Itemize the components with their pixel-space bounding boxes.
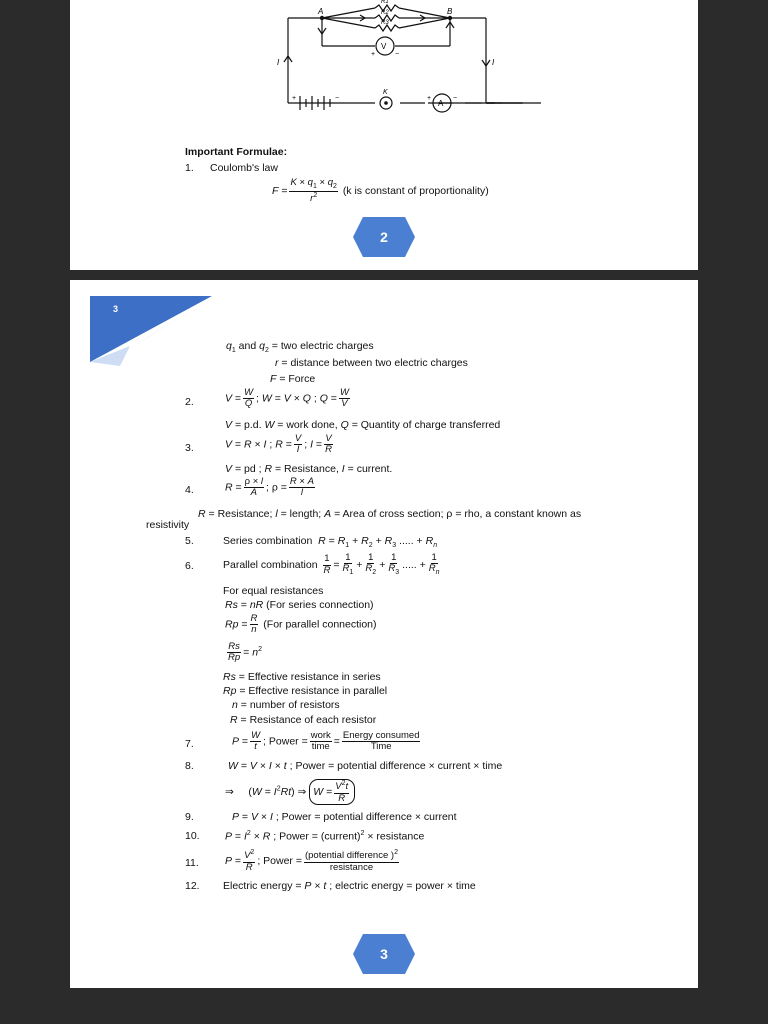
- parallel-equal: Rp = $\frac{R}{n}$ (For parallel connection): [225, 613, 377, 636]
- current-right-label: I: [492, 58, 495, 67]
- formula-12: Electric energy = P × t ; electric energy = power × time: [223, 880, 476, 892]
- def-distance: r = distance between two electric charges: [275, 357, 468, 369]
- formula-5: Series combination $R = R_1 + R_2 + R_3$ ..... + $R_n$: [223, 535, 438, 550]
- item-10-number: 10.: [185, 830, 200, 842]
- page-number-badge: [353, 934, 415, 974]
- series-equal: Rs = nR (For series connection): [225, 599, 374, 611]
- coulomb-formula: F = $\frac{K \times q_1 \times q_2}{r^2}$ (k is constant of proportionality): [272, 177, 489, 204]
- coulomb-note: (k is constant of proportionality): [342, 184, 489, 197]
- battery-plus: +: [292, 95, 297, 102]
- item-1-label: Coulomb's law: [210, 162, 278, 174]
- equal-resistances: For equal resistances: [223, 585, 324, 597]
- voltmeter-minus: −: [395, 51, 400, 58]
- r-definition: R = Resistance of each resistor: [230, 714, 377, 726]
- formula-6: Parallel combination $\frac{1}{R}$ = $\frac{1}{R_1}$ + $\frac{1}{R_2}$ + $\frac{1}{R_3}$ ..... + $\frac{1}{R_n}$: [223, 552, 440, 577]
- corner-page-number: 3: [113, 304, 119, 314]
- ratio-formula: $\frac{Rs}{Rp}$ = $n^2$: [228, 641, 262, 664]
- document-page-3: [70, 280, 698, 988]
- formula-7: P = $\frac{W}{t}$ ; Power = $\frac{\text{work}}{\text{time}}$ = $\frac{\text{Energy consumed}}{\text{Time}}$: [232, 730, 420, 753]
- document-page-2: [70, 0, 698, 270]
- ammeter-minus: −: [453, 95, 458, 102]
- ammeter-plus: +: [427, 95, 432, 102]
- formula-3: V = R × I ; R = $\frac{V}{I}$ ; I = $\frac{V}{R}$: [225, 433, 332, 456]
- item-2-number: 2.: [185, 396, 194, 408]
- n-definition: n = number of resistors: [232, 699, 340, 711]
- formulae-heading: Important Formulae:: [185, 146, 288, 158]
- circuit-diagram: [70, 0, 698, 115]
- item-8-number: 8.: [185, 760, 194, 772]
- item-1-number: 1.: [185, 162, 194, 174]
- item-3-number: 3.: [185, 442, 194, 454]
- formula-8: W = V × I × t ; Power = potential difference × current × time: [228, 760, 503, 772]
- rs-definition: Rs = Effective resistance in series: [223, 671, 381, 683]
- page-number-2: 2: [380, 229, 388, 245]
- formula-4-defs: R = Resistance; l = length; A = Area of cross section; ρ = rho, a constant known as: [198, 508, 582, 520]
- node-b-label: B: [447, 7, 453, 16]
- battery-minus: −: [335, 95, 340, 102]
- def-force: F = Force: [270, 373, 316, 385]
- r1-label: R1: [381, 0, 389, 5]
- rp-definition: Rp = Effective resistance in parallel: [223, 685, 388, 697]
- item-6-number: 6.: [185, 560, 194, 572]
- item-4-number: 4.: [185, 484, 194, 496]
- formula-11: P = $\frac{V^2}{R}$ ; Power = $\frac{(potential difference )^2}{\text{resistance}}$: [225, 849, 398, 873]
- formula-8-derived: ⇒ $(W = I^2Rt)$ ⇒ W = $\frac{V^2t}{R}$: [225, 779, 355, 805]
- current-left-label: I: [277, 58, 280, 67]
- voltmeter-label: V: [381, 42, 387, 51]
- formula-2: V = $\frac{W}{Q}$ ; W = V × Q ; Q = $\frac{W}{V}$: [225, 387, 349, 410]
- page-number-badge: [353, 217, 415, 257]
- ammeter-label: A: [438, 99, 444, 108]
- item-12-number: 12.: [185, 880, 200, 892]
- item-11-number: 11.: [185, 857, 199, 869]
- page-number-3: 3: [380, 946, 388, 962]
- node-a-label: A: [318, 7, 324, 16]
- voltmeter-plus: +: [371, 51, 376, 58]
- r3-label: R3: [381, 20, 389, 26]
- r2-label: R2: [381, 10, 389, 16]
- formula-4-wrap: resistivity: [146, 519, 190, 531]
- formula-2-defs: V = p.d. W = work done, Q = Quantity of charge transferred: [225, 419, 501, 431]
- formula-3-defs: V = pd ; R = Resistance, I = current.: [225, 463, 393, 475]
- formula-10: $P = I^2 \times R$ ; Power = (current)$^2$ × resistance: [225, 830, 425, 843]
- item-9-number: 9.: [185, 811, 194, 823]
- formula-4: R = $\frac{\rho \times l}{A}$ ; ρ = $\frac{R \times A}{l}$: [225, 476, 314, 499]
- def-charges: $q_1$ and $q_2$ = two electric charges: [226, 340, 374, 355]
- item-5-number: 5.: [185, 535, 194, 547]
- key-label: K: [383, 89, 388, 96]
- formula-9: P = V × I ; Power = potential difference × current: [232, 811, 457, 823]
- item-7-number: 7.: [185, 738, 194, 750]
